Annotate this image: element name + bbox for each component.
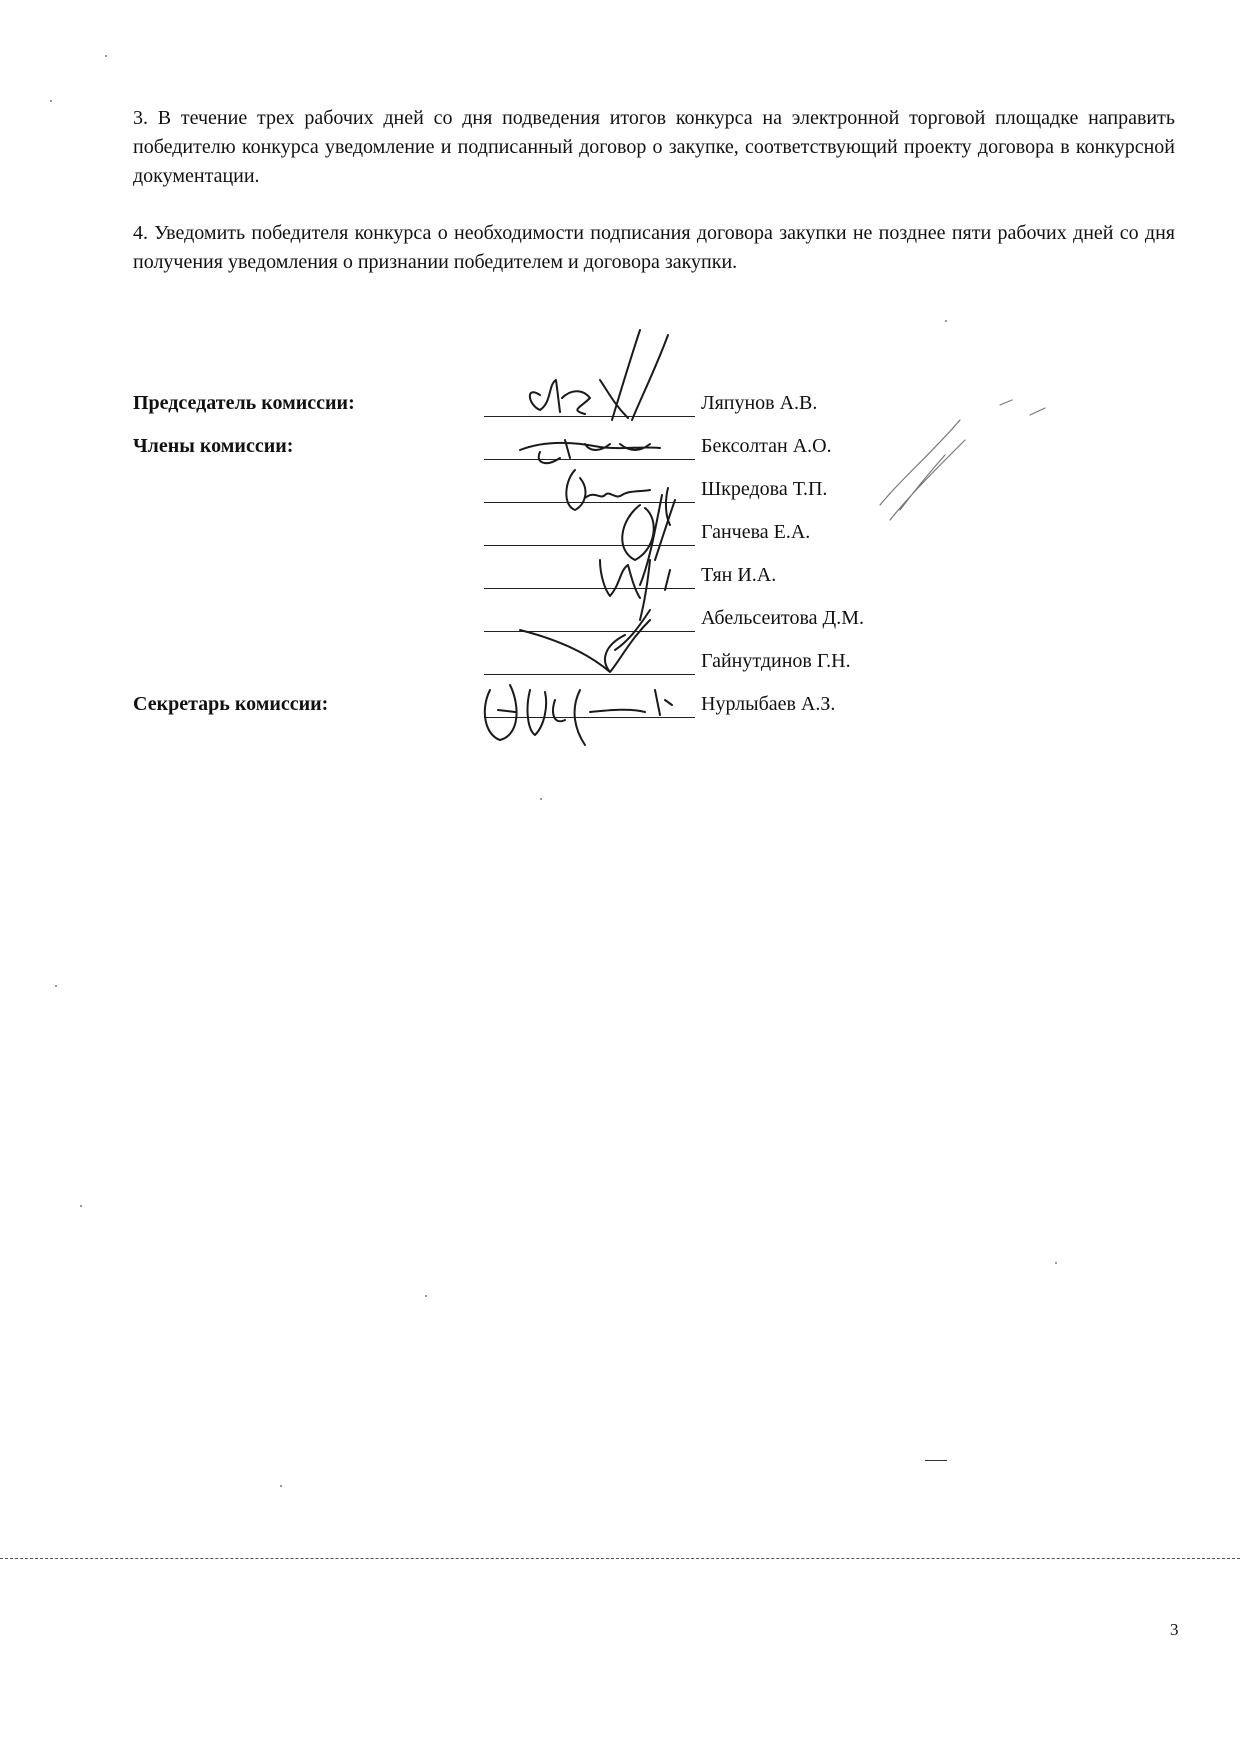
scan-speck — [1055, 1262, 1057, 1264]
signature-member-2 — [566, 470, 670, 525]
signature-line-secretary — [484, 717, 695, 718]
scan-mark — [925, 1460, 947, 1461]
page-number: 3 — [1170, 1620, 1179, 1639]
scan-speck — [50, 100, 52, 102]
signature-line-member — [484, 674, 695, 675]
paragraph-3: 3. В течение трех рабочих дней со дня подведения итогов конкурса на электронной торговой площадке направить победителю конкурса уведомление и подписанный договор о закупке, соответствующий проекту договора в конкурсной документации. — [133, 107, 1175, 187]
chairman-name: Ляпунов А.В. — [701, 392, 818, 414]
scan-speck — [945, 320, 947, 322]
members-label: Члены комиссии: — [133, 435, 294, 457]
signature-member-4 — [600, 560, 670, 620]
secretary-label: Секретарь комиссии: — [133, 693, 329, 715]
signature-mark-right — [880, 400, 1045, 520]
scan-speck — [80, 1205, 82, 1207]
member-name: Шкредова Т.П. — [701, 478, 828, 500]
secretary-name: Нурлыбаев А.З. — [701, 693, 836, 715]
signature-line-member — [484, 502, 695, 503]
member-name: Гайнутдинов Г.Н. — [701, 650, 851, 672]
member-name: Абельсеитова Д.М. — [701, 607, 864, 629]
scan-speck — [425, 1295, 427, 1297]
scan-speck — [55, 985, 57, 987]
signature-line-member — [484, 545, 695, 546]
signature-chairman — [530, 330, 668, 420]
signature-member-3 — [622, 495, 675, 585]
footer-rule — [0, 1558, 1240, 1559]
scan-speck — [540, 798, 542, 800]
signature-secretary — [485, 685, 672, 745]
signature-member-5 — [520, 610, 650, 672]
scan-speck — [105, 55, 107, 57]
member-name: Бексолтан А.О. — [701, 435, 832, 457]
paragraph-4: 4. Уведомить победителя конкурса о необходимости подписания договора закупки не позднее пяти рабочих дней со дня получения уведомления о признании победителем и договора закупки. — [133, 222, 1175, 273]
member-name: Тян И.А. — [701, 564, 777, 586]
signature-line-member — [484, 459, 695, 460]
signature-line-member — [484, 588, 695, 589]
signature-line-chairman — [484, 416, 695, 417]
chairman-label: Председатель комиссии: — [133, 392, 355, 414]
signature-line-member — [484, 631, 695, 632]
member-name: Ганчева Е.А. — [701, 521, 811, 543]
scan-speck — [280, 1485, 282, 1487]
